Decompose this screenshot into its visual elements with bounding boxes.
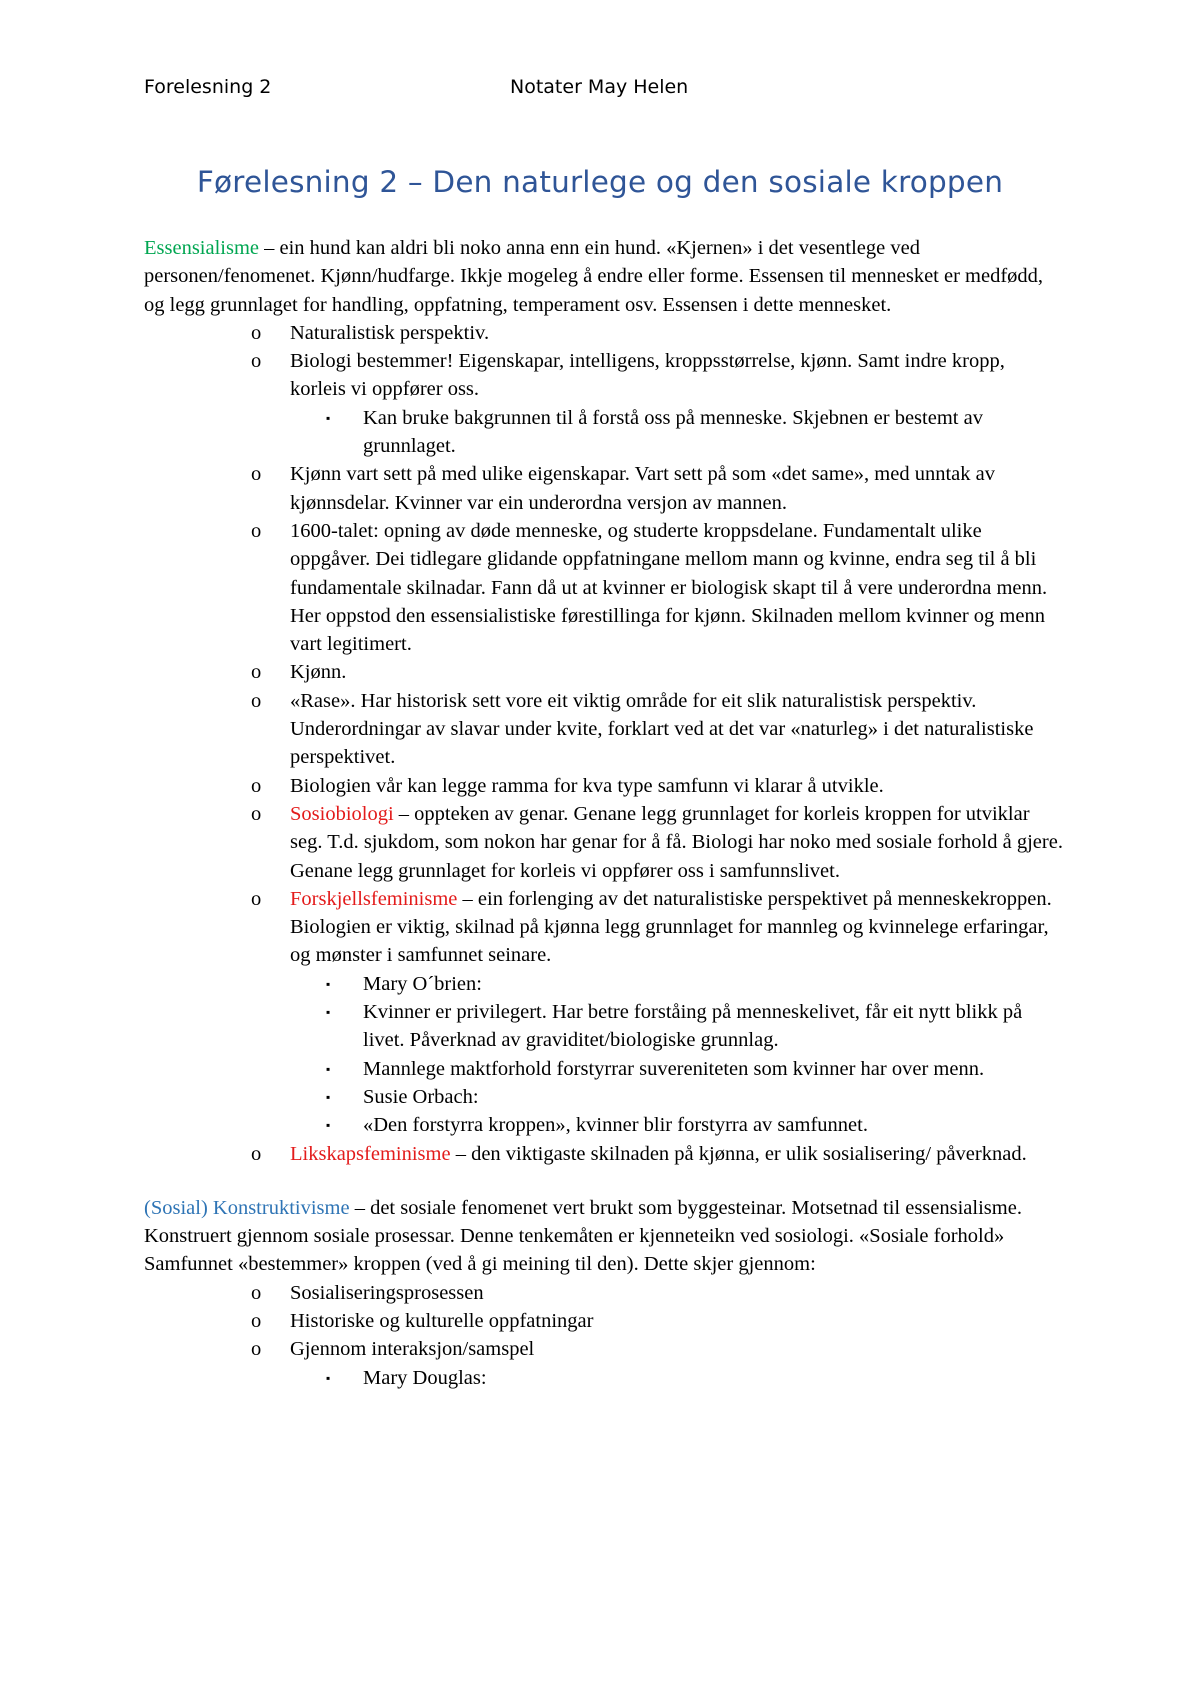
square-bullet-icon: ▪ bbox=[326, 1005, 331, 1020]
sub-list-item: ▪ Mary Douglas: bbox=[144, 1364, 1064, 1392]
list-item: o Likskapsfeminisme – den viktigaste skilnaden på kjønna, er ulik sosialisering/ påverknad. bbox=[144, 1140, 1064, 1168]
circle-bullet-icon: o bbox=[251, 661, 262, 684]
list-item: o Sosiobiologi – oppteken av genar. Genane legg grunnlaget for korleis kroppen for utviklar seg. T.d. sjukdom, som nokon har genar for å få. Biologi har noko med sosiale forhold å gjere. Genane legg grunnlaget for korleis vi oppfører oss i samfunnslivet. bbox=[144, 800, 1064, 885]
page-title: Førelesning 2 – Den naturlege og den sosiale kroppen bbox=[196, 165, 1004, 199]
essentialism-term: Essensialisme bbox=[144, 237, 260, 259]
list-item: o Biologi bestemmer! Eigenskapar, intelligens, kroppsstørrelse, kjønn. Samt indre kropp, korleis vi oppfører oss. bbox=[144, 347, 1064, 404]
list-item: o Sosialiseringsprosessen bbox=[144, 1279, 1064, 1307]
square-bullet-icon: ▪ bbox=[326, 1118, 331, 1133]
square-bullet-icon: ▪ bbox=[326, 1370, 331, 1385]
forskjellsfeminisme-term: Forskjellsfeminisme bbox=[290, 887, 458, 910]
circle-bullet-icon: o bbox=[251, 463, 262, 486]
list-item: o Gjennom interaksjon/samspel bbox=[144, 1335, 1064, 1363]
circle-bullet-icon: o bbox=[251, 321, 262, 344]
sub-list-item: ▪ «Den forstyrra kroppen», kvinner blir forstyrra av samfunnet. bbox=[144, 1111, 1064, 1139]
circle-bullet-icon: o bbox=[251, 774, 262, 797]
sosiobiologi-term: Sosiobiologi bbox=[290, 802, 394, 825]
square-bullet-icon: ▪ bbox=[326, 976, 331, 991]
square-bullet-icon: ▪ bbox=[326, 1061, 331, 1076]
header-center: Notater May Helen bbox=[510, 76, 689, 98]
circle-bullet-icon: o bbox=[251, 519, 262, 542]
sub-list-item: ▪ Kan bruke bakgrunnen til å forstå oss på menneske. Skjebnen er bestemt av grunnlaget. bbox=[144, 404, 1064, 461]
circle-bullet-icon: o bbox=[251, 887, 262, 910]
paragraph-spacer bbox=[144, 1168, 1064, 1194]
circle-bullet-icon: o bbox=[251, 802, 262, 825]
essentialism-text: – ein hund kan aldri bli noko anna enn ein hund. «Kjernen» i det vesentlege ved personen/fenomenet. Kjønn/hudfarge. Ikkje mogeleg å endre eller forme. Essensen til mennesket er medfødd, og legg grunnlaget for handling, oppfatning, temperament osv. Essensen i dette mennesket. bbox=[144, 237, 1044, 316]
list-item: o Kjønn. bbox=[144, 658, 1064, 686]
sub-list-item: ▪ Kvinner er privilegert. Har betre forståing på menneskelivet, får eit nytt blikk på livet. Påverknad av graviditet/biologiske grunnlag. bbox=[144, 998, 1064, 1055]
square-bullet-icon: ▪ bbox=[326, 1089, 331, 1104]
sub-list-item: ▪ Susie Orbach: bbox=[144, 1083, 1064, 1111]
square-bullet-icon: ▪ bbox=[326, 410, 331, 425]
circle-bullet-icon: o bbox=[251, 1281, 262, 1304]
essentialism-paragraph bbox=[144, 234, 1064, 319]
circle-bullet-icon: o bbox=[251, 689, 262, 712]
header-left: Forelesning 2 bbox=[144, 76, 272, 98]
list-item: o Forskjellsfeminisme – ein forlenging av det naturalistiske perspektivet på menneskekroppen. Biologien er viktig, skilnad på kjønna legg grunnlaget for mannleg og kvinnelege erfaringar, og mønster i samfunnet seinare. bbox=[144, 885, 1064, 970]
constructivism-paragraph bbox=[144, 1194, 1064, 1251]
circle-bullet-icon: o bbox=[251, 1338, 262, 1361]
constructivism-line: Samfunnet «bestemmer» kroppen (ved å gi meining til den). Dette skjer gjennom: bbox=[144, 1253, 816, 1276]
circle-bullet-icon: o bbox=[251, 1309, 262, 1332]
sub-list-item: ▪ Mary O´brien: bbox=[144, 970, 1064, 998]
circle-bullet-icon: o bbox=[251, 350, 262, 373]
list-item: o Biologien vår kan legge ramma for kva type samfunn vi klarar å utvikle. bbox=[144, 772, 1064, 800]
constructivism-term: (Sosial) Konstruktivisme bbox=[144, 1196, 350, 1219]
circle-bullet-icon: o bbox=[251, 1142, 262, 1165]
document-body bbox=[144, 234, 1064, 1392]
list-item: o 1600-talet: opning av døde menneske, og studerte kroppsdelane. Fundamentalt ulike oppgåver. Dei tidlegare glidande oppfatningane mellom mann og kvinne, endra seg til å bli fundamentale skilnadar. Fann då ut at kvinner er biologisk skapt til å vere underordna menn. Her oppstod den essensialistiske førestillinga for kjønn. Skilnaden mellom kvinner og menn vart legitimert. bbox=[144, 517, 1064, 658]
list-item: o Historiske og kulturelle oppfatningar bbox=[144, 1307, 1064, 1335]
page-header bbox=[144, 76, 1056, 100]
sub-list-item: ▪ Mannlege maktforhold forstyrrar suvereniteten som kvinner har over menn. bbox=[144, 1055, 1064, 1083]
constructivism-text: – det sosiale fenomenet vert brukt som byggesteinar. Motsetnad til essensialisme. Konstruert gjennom sosiale prosessar. Denne tenkemåten er kjenneteikn ved sosiologi. «Sosiale forhold» bbox=[144, 1196, 1022, 1248]
likskapsfeminisme-term: Likskapsfeminisme bbox=[290, 1142, 451, 1165]
list-item: o «Rase». Har historisk sett vore eit viktig område for eit slik naturalistisk perspektiv. Underordningar av slavar under kvite, forklart ved at det var «naturleg» i det naturalistiske perspektivet. bbox=[144, 687, 1064, 772]
list-item: o Naturalistisk perspektiv. bbox=[144, 319, 1064, 347]
list-item: o Kjønn vart sett på med ulike eigenskapar. Vart sett på som «det same», med unntak av kjønnsdelar. Kvinner var ein underordna versjon av mannen. bbox=[144, 460, 1064, 517]
